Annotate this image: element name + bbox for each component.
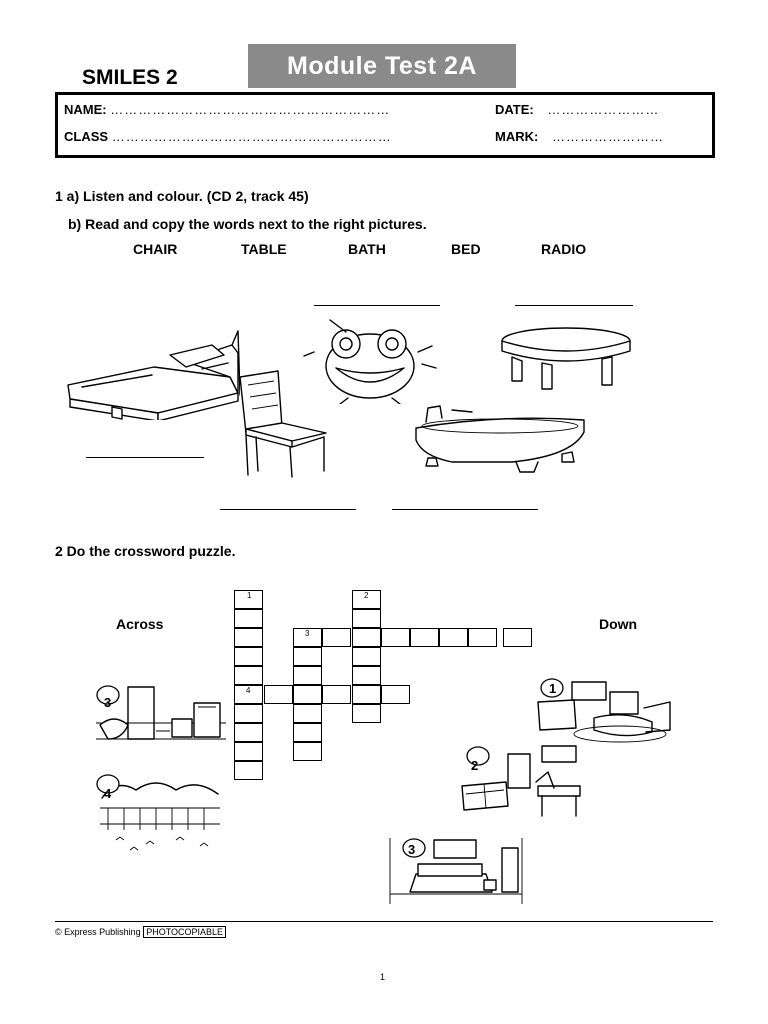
exercise-2-instruction: 2 Do the crossword puzzle. bbox=[55, 543, 236, 559]
crossword-cell[interactable] bbox=[352, 590, 381, 609]
crossword-cell[interactable] bbox=[352, 666, 381, 685]
answer-blank-chair[interactable] bbox=[220, 509, 356, 510]
mark-dots: …………………… bbox=[551, 129, 664, 144]
radio-picture bbox=[300, 316, 440, 404]
clue-number-1: 1 bbox=[247, 591, 252, 600]
name-field[interactable] bbox=[64, 102, 390, 117]
class-dots: …………………………………………………… bbox=[111, 129, 392, 144]
crossword-cell[interactable] bbox=[293, 685, 322, 704]
class-field[interactable] bbox=[64, 129, 392, 144]
crossword-cell[interactable] bbox=[234, 647, 263, 666]
mark-label: MARK: bbox=[495, 129, 539, 144]
clue-number-4: 4 bbox=[246, 686, 251, 695]
photocopiable-badge: PHOTOCOPIABLE bbox=[143, 926, 226, 938]
crossword-cell[interactable] bbox=[322, 685, 351, 704]
crossword-cell[interactable] bbox=[352, 628, 381, 647]
footer bbox=[55, 927, 226, 937]
crossword-cell[interactable] bbox=[293, 647, 322, 666]
name-dots: …………………………………………………… bbox=[110, 102, 391, 117]
crossword-cell[interactable] bbox=[234, 742, 263, 761]
crossword-cell[interactable] bbox=[234, 723, 263, 742]
word-bed: BED bbox=[451, 241, 481, 257]
answer-blank-table[interactable] bbox=[515, 305, 633, 306]
crossword-cell[interactable] bbox=[234, 666, 263, 685]
word-radio: RADIO bbox=[541, 241, 587, 257]
across-clue-3-bathroom-picture bbox=[96, 683, 226, 745]
crossword-cell[interactable] bbox=[293, 704, 322, 723]
crossword-cell[interactable] bbox=[352, 704, 381, 723]
crossword-cell[interactable] bbox=[381, 685, 410, 704]
date-dots: …………………… bbox=[547, 102, 660, 117]
name-label: NAME: bbox=[64, 102, 107, 117]
crossword-cell[interactable] bbox=[234, 609, 263, 628]
date-field[interactable] bbox=[495, 102, 659, 117]
crossword-cell[interactable] bbox=[322, 628, 351, 647]
crossword-cell[interactable] bbox=[293, 666, 322, 685]
crossword-cell[interactable] bbox=[381, 628, 410, 647]
word-bath: BATH bbox=[348, 241, 386, 257]
crossword-cell[interactable] bbox=[293, 628, 322, 647]
down-clue-1-number: 1 bbox=[549, 681, 557, 696]
crossword-cell[interactable] bbox=[234, 704, 263, 723]
crossword-cell[interactable] bbox=[503, 628, 532, 647]
crossword-cell[interactable] bbox=[410, 628, 439, 647]
crossword-cell[interactable] bbox=[293, 742, 322, 761]
down-clue-3-bedroom-picture bbox=[382, 834, 528, 906]
down-clue-2-kitchen-picture bbox=[458, 742, 584, 818]
down-label: Down bbox=[599, 616, 638, 632]
down-clue-1-living-room-picture bbox=[534, 672, 676, 744]
across-clue-4-number: 4 bbox=[104, 786, 112, 801]
crossword-cell[interactable] bbox=[293, 723, 322, 742]
bath-picture bbox=[412, 400, 588, 486]
copyright-text: © Express Publishing bbox=[55, 927, 141, 937]
crossword-cell[interactable] bbox=[234, 685, 263, 704]
clue-number-3: 3 bbox=[305, 629, 310, 638]
table-picture bbox=[498, 325, 634, 393]
answer-blank-bed[interactable] bbox=[86, 457, 204, 458]
crossword-cell[interactable] bbox=[234, 628, 263, 647]
answer-blank-radio[interactable] bbox=[314, 305, 440, 306]
across-clue-4-garden-picture bbox=[96, 772, 222, 856]
footer-divider bbox=[55, 921, 713, 922]
crossword-cell[interactable] bbox=[468, 628, 497, 647]
answer-blank-bath[interactable] bbox=[392, 509, 538, 510]
exercise-1a-instruction: 1 a) Listen and colour. (CD 2, track 45) bbox=[55, 188, 309, 204]
exercise-1b-instruction: b) Read and copy the words next to the right pictures. bbox=[68, 216, 427, 232]
crossword-cell[interactable] bbox=[264, 685, 293, 704]
crossword-cell[interactable] bbox=[352, 647, 381, 666]
crossword-cell[interactable] bbox=[439, 628, 468, 647]
crossword-cell[interactable] bbox=[234, 761, 263, 780]
down-clue-2-number: 2 bbox=[471, 758, 479, 773]
crossword-cell[interactable] bbox=[352, 609, 381, 628]
crossword-cell[interactable] bbox=[352, 685, 381, 704]
down-clue-3-number: 3 bbox=[408, 842, 416, 857]
page-title: Module Test 2A bbox=[248, 44, 516, 88]
mark-field[interactable] bbox=[495, 129, 664, 144]
across-label: Across bbox=[116, 616, 164, 632]
word-chair: CHAIR bbox=[133, 241, 178, 257]
series-title: SMILES 2 bbox=[82, 66, 178, 89]
word-table: TABLE bbox=[241, 241, 287, 257]
bed-picture bbox=[62, 325, 240, 420]
page-number: 1 bbox=[380, 972, 386, 982]
across-clue-3-number: 3 bbox=[104, 695, 112, 710]
date-label: DATE: bbox=[495, 102, 534, 117]
class-label: CLASS bbox=[64, 129, 109, 144]
student-info-box bbox=[55, 92, 715, 158]
clue-number-2: 2 bbox=[364, 591, 369, 600]
crossword-cell[interactable] bbox=[234, 590, 263, 609]
